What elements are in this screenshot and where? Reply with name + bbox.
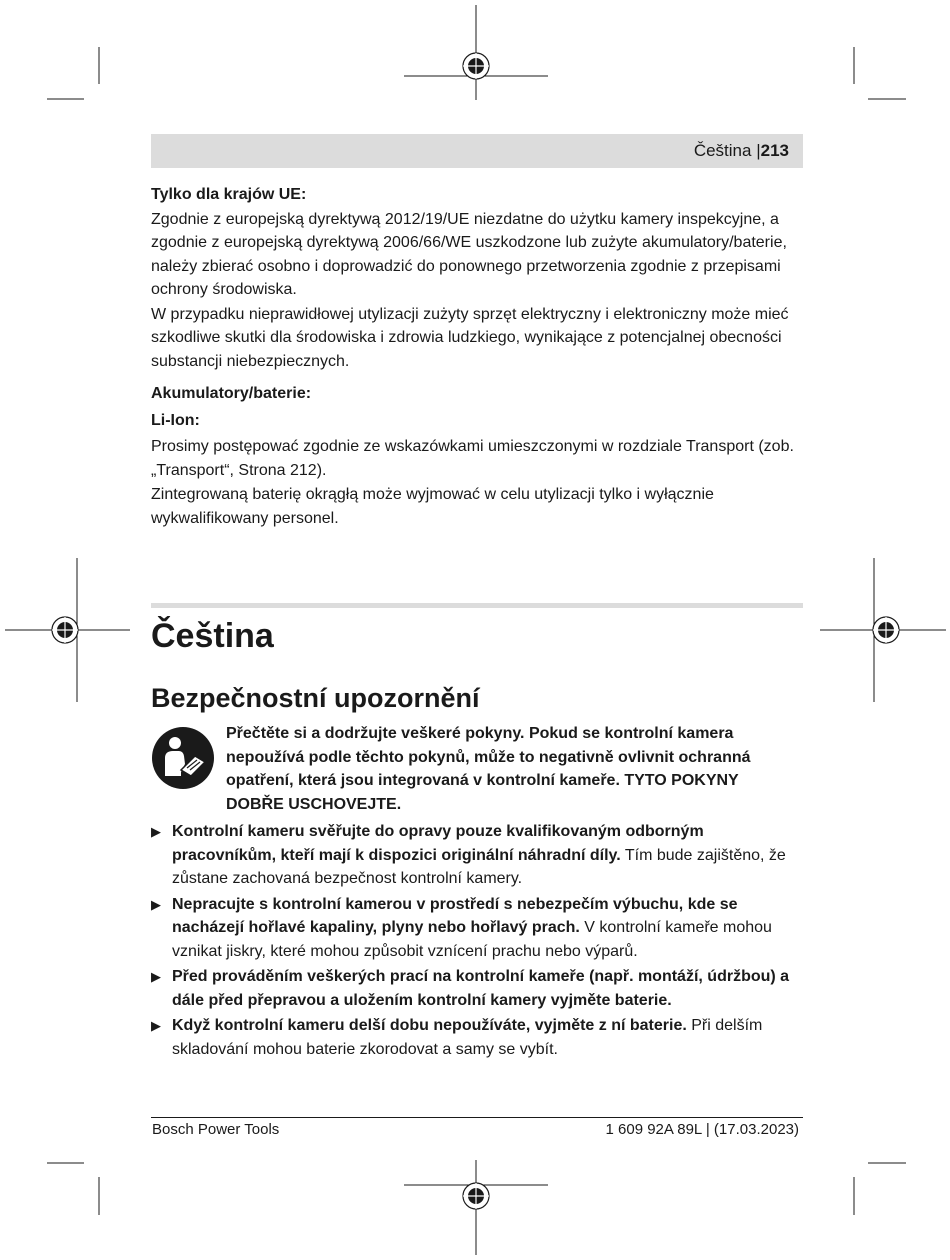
- safety-bullet-list: [151, 820, 803, 1063]
- bullet-bold-text: Kontrolní kameru svěřujte do opravy pouze kvalifikovaným odborným pracovníkům, kteří mají k dispozici originální náhradní díly.: [172, 823, 704, 864]
- registration-mark-icon: [52, 617, 78, 643]
- battery-heading: Akumulatory/baterie:: [151, 385, 312, 402]
- liion-heading: Li-Ion:: [151, 411, 200, 429]
- page-header: [151, 134, 803, 168]
- bullet-text: Tím bude zajištěno, že zůstane zachovaná bezpečnost kontrolní kamery.: [172, 846, 786, 887]
- section-divider: [151, 603, 803, 608]
- registration-mark-icon: [873, 617, 899, 643]
- footer-brand: Bosch Power Tools: [152, 1121, 280, 1138]
- bullet-bold-text: Nepracujte s kontrolní kamerou v prostředí s nebezpečím výbuchu, kde se nacházejí hořlavé kapaliny, plyny nebo hořlavý prach.: [172, 895, 738, 936]
- footer-doc-number: 1 609 92A 89L | (17.03.2023): [605, 1121, 799, 1138]
- chapter-title: Čeština: [151, 617, 274, 655]
- bullet-arrow-icon: ▶: [151, 824, 161, 839]
- liion-paragraph-2: Zintegrowaną baterię okrągłą może wyjmować w celu utylizacji tylko i wyłącznie wykwalifikowany personel.: [151, 486, 714, 527]
- bullet-bold-text: Když kontrolní kameru delší dobu nepoužíváte, vyjměte z ní baterie.: [172, 1017, 687, 1034]
- page-number: 213: [760, 141, 789, 160]
- header-label: [694, 141, 789, 161]
- list-item: [151, 965, 803, 1012]
- list-item: [151, 893, 803, 964]
- header-language: Čeština: [693, 141, 752, 160]
- header-separator: |: [756, 141, 761, 160]
- eu-heading: Tylko dla krajów UE:: [151, 186, 307, 203]
- list-item: [151, 1014, 803, 1061]
- bullet-arrow-icon: ▶: [151, 1018, 161, 1033]
- read-manual-icon: [151, 726, 215, 790]
- bullet-bold-text: Před prováděním veškerých prací na kontrolní kameře (např. montáží, údržbou) a dále před přepravou a uložením kontrolní kamery vyjměte baterie.: [172, 968, 790, 1009]
- footer-divider: [151, 1117, 803, 1118]
- section-title: Bezpečnostní upozornění: [151, 683, 480, 713]
- list-item: [151, 820, 803, 891]
- registration-mark-icon: [463, 53, 489, 79]
- registration-mark-icon: [463, 1183, 489, 1209]
- eu-paragraph-1: Zgodnie z europejską dyrektywą 2012/19/UE niezdatne do użytku kamery inspekcyjne, a zgodnie z europejską dyrektywą 2006/66/WE uszkodzone lub zużyte akumulatory/baterie, należy zbierać osobno i doprowadzić do ponownego przetworzenia zgodnie z przepisami ochrony środowiska.: [151, 210, 787, 298]
- safety-warning-text: Přečtěte si a dodržujte veškeré pokyny. Pokud se kontrolní kamera nepoužívá podle těchto pokynů, může to negativně ovlivnit ochranná opatření, která jsou integrovaná v kontrolní kameře. TYTO POKYNY DOBŘE USCHOVEJTE.: [226, 725, 751, 813]
- bullet-arrow-icon: ▶: [151, 896, 161, 912]
- bullet-arrow-icon: ▶: [151, 969, 161, 984]
- eu-paragraph-2: W przypadku nieprawidłowej utylizacji zużyty sprzęt elektryczny i elektroniczny może mieć szkodliwe skutki dla środowiska i zdrowia ludzkiego, wynikające z potencjalnej obecności substancji niebezpiecznych.: [151, 305, 789, 370]
- bullet-text: V kontrolní kameře mohou vznikat jiskry, které mohou způsobit vznícení prachu nebo výparů.: [172, 919, 772, 960]
- liion-paragraph-1: Prosimy postępować zgodnie ze wskazówkami umieszczonymi w rozdziale Transport (zob. „Transport“, Strona 212).: [151, 438, 794, 479]
- polish-disposal-section: [151, 183, 803, 530]
- bullet-text: Při delším skladování mohou baterie zkorodovat a samy se vybít.: [172, 1017, 763, 1058]
